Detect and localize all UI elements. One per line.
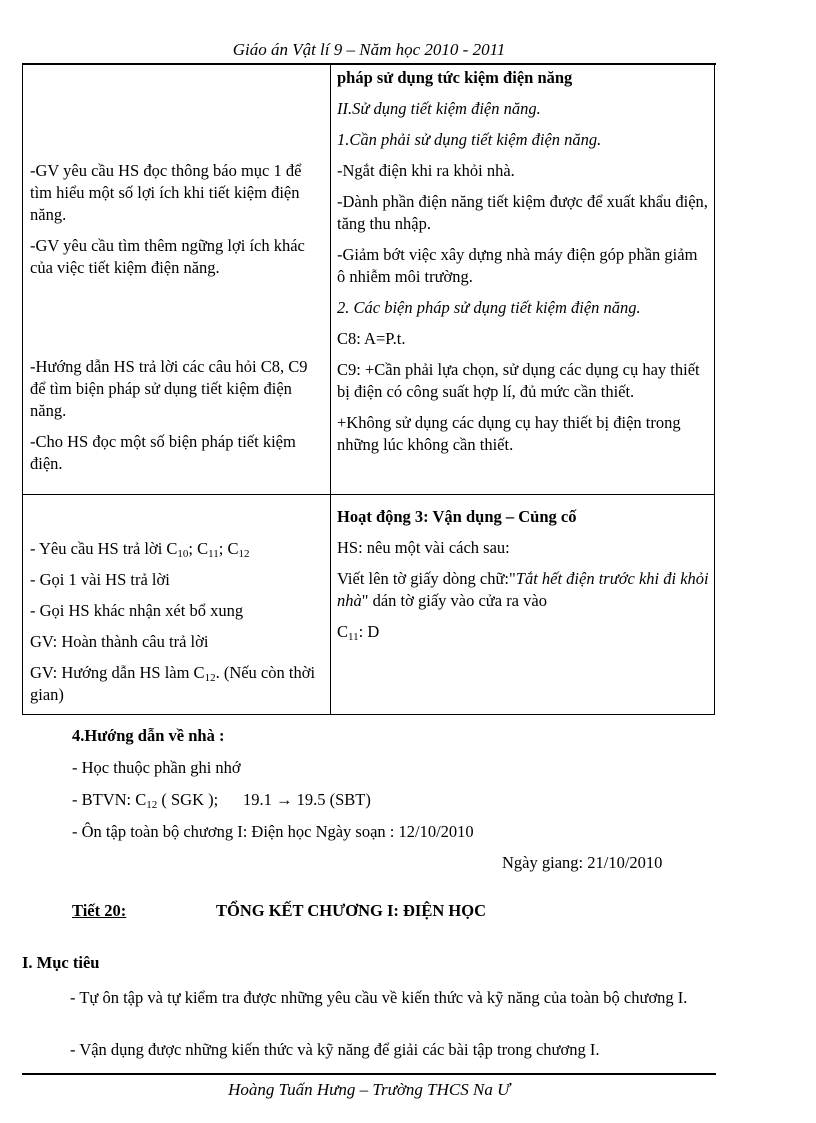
c11-answer: $C_{11}$: D [337,622,380,643]
row1-left-block2 [30,356,324,475]
row1-left-block1 [30,160,324,279]
sub-heading-1: 1.Cần phải sử dụng tiết kiệm điện năng. [337,130,602,149]
c8-answer: C8: A=P.t. [337,329,406,348]
activity-3-heading: Hoạt động 3: Vận dụng – Củng cố [337,507,577,526]
c9-answer: C9: +Cần phải lựa chọn, sử dụng các dụng cụ hay thiết bị điện có công suất hợp lí, đủ mức cần thiết. [337,360,700,401]
homework-heading: 4.Hướng dẫn về nhà : [72,726,225,745]
section-ii: II.Sử dụng tiết kiệm điện năng. [337,99,541,118]
hs-answer: HS: nêu một vài cách sau: [337,538,510,557]
row2-left [30,538,324,706]
point-1: -Ngắt điện khi ra khỏi nhà. [337,161,515,180]
point-3: -Giảm bớt việc xây dựng nhà máy điện góp phần giảm ô nhiễm môi trường. [337,245,698,286]
header-rule [22,63,716,65]
row2-left-l4: GV: Hoàn thành câu trả lời [30,632,209,651]
page-header: Giáo án Vật lí 9 – Năm học 2010 - 2011 [232,40,506,59]
row2-left-l5: GV: Hướng dẫn HS làm $C_{12}$. (Nếu còn thời gian) [30,663,316,704]
objective-1: - Tự ôn tập và tự kiểm tra được những yêu cầu về kiến thức và kỹ năng của toàn bộ chương I. [70,988,688,1007]
row1-right [337,67,709,456]
lesson-title: TỔNG KẾT CHƯƠNG I: ĐIỆN HỌC [216,901,486,920]
row1-left-p1: -GV yêu cầu HS đọc thông báo mục 1 để tìm hiểu một số lợi ích khi tiết kiệm điện năng. [30,161,302,224]
c9-answer-b: +Không sử dụng các dụng cụ hay thiết bị điện trong những lúc không cần thiết. [337,413,681,454]
write-note: Viết lên tờ giấy dòng chữ:"Tắt hết điện trước khi đi khỏi nhà" dán tờ giấy vào cửa ra vào [337,569,709,610]
row1-left-p4: -Cho HS đọc một số biện pháp tiết kiệm điện. [30,432,296,473]
row2-right [337,506,709,643]
row2-left-l1: - Yêu cầu HS trả lời $C_{10}$; $C_{11}$; $C_{12}$ [30,539,250,560]
objective-2: - Vận dụng được những kiến thức và kỹ năng để giải các bài tập trong chương I. [70,1040,600,1059]
homework-line-3: - Ôn tập toàn bộ chương I: Điện học Ngày soạn : 12/10/2010 [72,822,474,841]
sub-heading-2: 2. Các biện pháp sử dụng tiết kiệm điện năng. [337,298,641,317]
point-2: -Dành phần điện năng tiết kiệm được để xuất khẩu điện, tăng thu nhập. [337,192,708,233]
row1-left-p3: -Hướng dẫn HS trả lời các câu hỏi C8, C9 để tìm biện pháp sử dụng tiết kiệm điện năng. [30,357,308,420]
lesson-number: Tiết 20: [72,901,127,920]
row2-left-l3: - Gọi HS khác nhận xét bổ xung [30,601,244,620]
page-footer: Hoàng Tuấn Hưng – Trường THCS Na Ư [228,1080,510,1099]
teaching-date: Ngày giang: 21/10/2010 [502,853,663,872]
footer-rule [22,1073,716,1075]
bold-line: pháp sử dụng tức kiệm điện năng [337,68,573,87]
row1-left-p2: -GV yêu cầu tìm thêm ngững lợi ích khác của việc tiết kiệm điện năng. [30,236,305,277]
homework-line-1: - Học thuộc phần ghi nhớ [72,758,241,777]
homework-line-2: - BTVN: $C_{12}$ ( SGK ); 19.1 → 19.5 (SBT) [72,790,371,811]
objectives-heading: I. Mục tiêu [22,953,100,972]
row2-left-l2: - Gọi 1 vài HS trả lời [30,570,170,589]
